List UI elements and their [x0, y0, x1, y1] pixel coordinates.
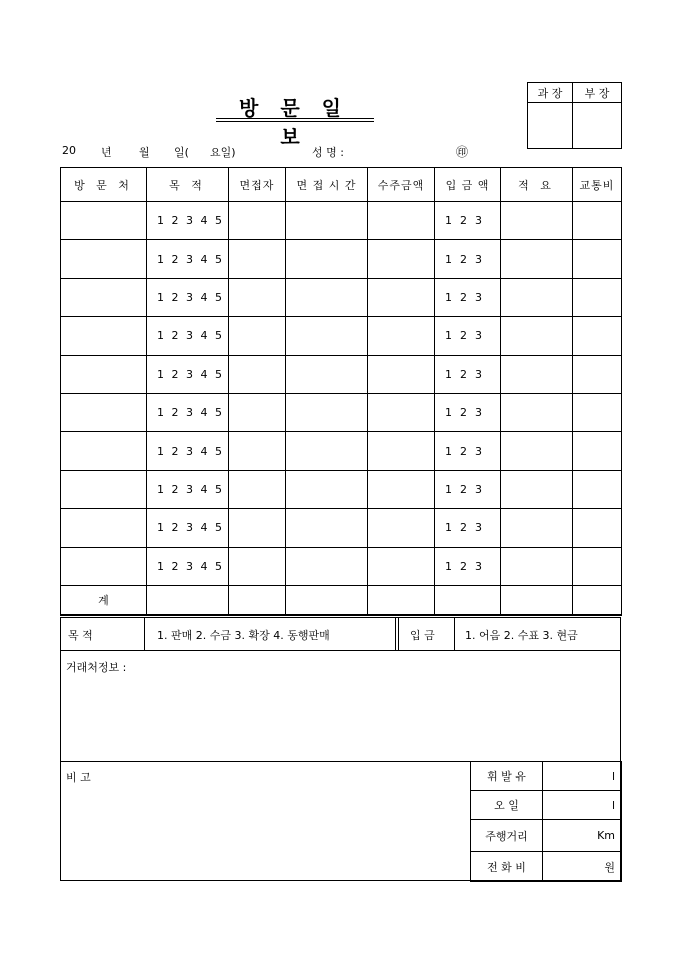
col-header-deposit-amount: 입 금 액 [435, 168, 501, 202]
deposit-cell[interactable] [435, 509, 501, 547]
interviewee-cell[interactable] [229, 317, 286, 355]
deposit-option: 2 [460, 252, 467, 266]
total-cell[interactable] [229, 585, 286, 615]
deposit-option: 1 [445, 406, 452, 420]
col-header-interviewee: 면접자 [229, 168, 286, 202]
page-title: 방문일보 [239, 96, 363, 149]
purpose-cell[interactable]: 1 2 3 4 5 [147, 240, 229, 278]
deposit-options [445, 483, 490, 496]
interview-time-cell[interactable] [286, 509, 368, 547]
seal-mark: ㊞ [456, 145, 469, 159]
date-month: 월 [139, 146, 150, 159]
deposit-options [445, 521, 490, 534]
transport-cell[interactable] [573, 278, 622, 316]
table-row [61, 240, 622, 278]
table-row [61, 202, 622, 240]
approval-director-stamp[interactable] [573, 103, 622, 149]
deposit-option: 1 [445, 444, 452, 458]
visit-place-cell[interactable] [61, 317, 147, 355]
visit-place-cell[interactable] [61, 355, 147, 393]
deposit-options [445, 291, 490, 304]
interviewee-cell[interactable] [229, 355, 286, 393]
table-header-row [61, 168, 622, 202]
col-header-visit-place: 방 문 처 [61, 168, 147, 202]
transport-cell[interactable] [573, 202, 622, 240]
interview-time-cell[interactable] [286, 547, 368, 585]
summary-cell[interactable] [501, 509, 573, 547]
summary-cell[interactable] [501, 547, 573, 585]
transport-cell[interactable] [573, 509, 622, 547]
transport-cell[interactable] [573, 432, 622, 470]
deposit-option: 2 [460, 329, 467, 343]
total-cell[interactable] [435, 585, 501, 615]
legend-deposit-label: 입 금 [410, 629, 435, 642]
deposit-options [445, 406, 490, 419]
interview-time-cell[interactable] [286, 317, 368, 355]
title-underline-2 [216, 121, 374, 122]
expense-table [470, 761, 622, 882]
legend-purpose-label: 목 적 [68, 629, 93, 642]
deposit-option: 1 [445, 482, 452, 496]
deposit-cell[interactable] [435, 278, 501, 316]
table-row [61, 547, 622, 585]
expense-row [471, 791, 622, 820]
expense-label: 휘 발 유 [471, 762, 543, 791]
col-header-transport: 교통비 [573, 168, 622, 202]
transport-cell[interactable] [573, 547, 622, 585]
client-info-box[interactable] [60, 650, 621, 762]
summary-cell[interactable] [501, 355, 573, 393]
legend-double-line [60, 614, 621, 615]
total-cell[interactable] [501, 585, 573, 615]
deposit-option: 3 [475, 406, 482, 420]
interviewee-cell[interactable] [229, 547, 286, 585]
interviewee-cell[interactable] [229, 470, 286, 508]
order-amount-cell[interactable] [368, 317, 435, 355]
deposit-options [445, 560, 490, 573]
client-info-label: 거래처정보 : [66, 661, 127, 674]
deposit-option: 2 [460, 290, 467, 304]
deposit-option: 3 [475, 329, 482, 343]
expense-label: 전 화 비 [471, 852, 543, 882]
purpose-cell[interactable]: 1 2 3 4 5 [147, 432, 229, 470]
purpose-cell[interactable]: 1 2 3 4 5 [147, 470, 229, 508]
summary-cell[interactable] [501, 432, 573, 470]
deposit-options [445, 214, 490, 227]
interview-time-cell[interactable] [286, 240, 368, 278]
total-cell[interactable] [147, 585, 229, 615]
interview-time-cell[interactable] [286, 470, 368, 508]
purpose-cell[interactable]: 1 2 3 4 5 [147, 202, 229, 240]
deposit-option: 1 [445, 521, 452, 535]
deposit-cell[interactable] [435, 432, 501, 470]
deposit-option: 2 [460, 214, 467, 228]
transport-cell[interactable] [573, 240, 622, 278]
purpose-cell[interactable]: 1 2 3 4 5 [147, 355, 229, 393]
deposit-option: 3 [475, 252, 482, 266]
deposit-option: 3 [475, 559, 482, 573]
purpose-cell[interactable]: 1 2 3 4 5 [147, 317, 229, 355]
deposit-cell[interactable] [435, 240, 501, 278]
deposit-options [445, 445, 490, 458]
visit-place-cell[interactable] [61, 202, 147, 240]
interviewee-cell[interactable] [229, 240, 286, 278]
visit-place-cell[interactable] [61, 547, 147, 585]
deposit-option: 1 [445, 559, 452, 573]
summary-cell[interactable] [501, 240, 573, 278]
summary-cell[interactable] [501, 470, 573, 508]
date-year: 년 [101, 146, 112, 159]
expense-unit[interactable]: l [543, 791, 622, 820]
expense-label: 오 일 [471, 791, 543, 820]
order-amount-cell[interactable] [368, 202, 435, 240]
deposit-option: 2 [460, 559, 467, 573]
expense-row [471, 762, 622, 791]
col-header-purpose: 목 적 [147, 168, 229, 202]
interview-time-cell[interactable] [286, 432, 368, 470]
deposit-options [445, 368, 490, 381]
date-day: 일( [174, 146, 189, 159]
summary-cell[interactable] [501, 317, 573, 355]
legend-divider-2 [395, 617, 396, 651]
interviewee-cell[interactable] [229, 509, 286, 547]
deposit-option: 3 [475, 367, 482, 381]
total-cell[interactable] [286, 585, 368, 615]
interview-time-cell[interactable] [286, 202, 368, 240]
deposit-option: 3 [475, 444, 482, 458]
summary-cell[interactable] [501, 278, 573, 316]
order-amount-cell[interactable] [368, 240, 435, 278]
order-amount-cell[interactable] [368, 355, 435, 393]
deposit-option: 1 [445, 290, 452, 304]
deposit-option: 1 [445, 214, 452, 228]
deposit-option: 1 [445, 367, 452, 381]
visit-place-cell[interactable] [61, 393, 147, 431]
deposit-option: 2 [460, 521, 467, 535]
summary-cell[interactable] [501, 202, 573, 240]
visit-place-cell[interactable] [61, 509, 147, 547]
deposit-options [445, 253, 490, 266]
approval-manager-stamp[interactable] [528, 103, 573, 149]
deposit-cell[interactable] [435, 355, 501, 393]
deposit-option: 3 [475, 214, 482, 228]
deposit-option: 3 [475, 290, 482, 304]
legend-divider-4 [454, 617, 455, 651]
table-row [61, 317, 622, 355]
purpose-cell[interactable]: 1 2 3 4 5 [147, 509, 229, 547]
interviewee-cell[interactable] [229, 202, 286, 240]
col-header-interview-time: 면 접 시 간 [286, 168, 368, 202]
interview-time-cell[interactable] [286, 393, 368, 431]
deposit-cell[interactable] [435, 202, 501, 240]
interview-time-cell[interactable] [286, 278, 368, 316]
table-row [61, 432, 622, 470]
legend-divider-1 [144, 617, 145, 651]
visit-place-cell[interactable] [61, 278, 147, 316]
remarks-label: 비 고 [66, 771, 91, 784]
deposit-cell[interactable] [435, 547, 501, 585]
expense-label: 주행거리 [471, 820, 543, 852]
purpose-cell[interactable]: 1 2 3 4 5 [147, 393, 229, 431]
name-label: 성 명 : [312, 146, 344, 159]
expense-unit[interactable]: 원 [543, 852, 622, 882]
deposit-option: 1 [445, 329, 452, 343]
approval-box [527, 82, 622, 149]
interviewee-cell[interactable] [229, 432, 286, 470]
col-header-summary: 적 요 [501, 168, 573, 202]
visit-place-cell[interactable] [61, 432, 147, 470]
deposit-cell[interactable] [435, 317, 501, 355]
legend-purpose-options: 1. 판매 2. 수금 3. 확장 4. 동행판매 [157, 629, 330, 642]
visit-place-cell[interactable] [61, 240, 147, 278]
table-row [61, 393, 622, 431]
order-amount-cell[interactable] [368, 432, 435, 470]
table-row [61, 509, 622, 547]
expense-unit[interactable]: Km [543, 820, 622, 852]
approval-director-label: 부 장 [573, 83, 622, 103]
table-row [61, 355, 622, 393]
title-underline-1 [216, 118, 374, 119]
total-row [61, 585, 622, 615]
visit-table [60, 167, 622, 616]
legend-divider-3 [398, 617, 399, 651]
visit-place-cell[interactable] [61, 470, 147, 508]
deposit-option: 2 [460, 444, 467, 458]
transport-cell[interactable] [573, 355, 622, 393]
total-cell[interactable] [573, 585, 622, 615]
expense-unit[interactable]: l [543, 762, 622, 791]
col-header-order-amount: 수주금액 [368, 168, 435, 202]
deposit-cell[interactable] [435, 393, 501, 431]
deposit-option: 3 [475, 482, 482, 496]
summary-cell[interactable] [501, 393, 573, 431]
deposit-cell[interactable] [435, 470, 501, 508]
interviewee-cell[interactable] [229, 393, 286, 431]
order-amount-cell[interactable] [368, 393, 435, 431]
order-amount-cell[interactable] [368, 547, 435, 585]
date-year-prefix: 20 [62, 144, 76, 157]
deposit-option: 2 [460, 406, 467, 420]
deposit-options [445, 329, 490, 342]
purpose-cell[interactable]: 1 2 3 4 5 [147, 547, 229, 585]
expense-row [471, 852, 622, 882]
total-label: 계 [61, 585, 147, 615]
legend-deposit-options: 1. 어음 2. 수표 3. 현금 [465, 629, 578, 642]
order-amount-cell[interactable] [368, 470, 435, 508]
transport-cell[interactable] [573, 317, 622, 355]
order-amount-cell[interactable] [368, 278, 435, 316]
table-row [61, 278, 622, 316]
transport-cell[interactable] [573, 470, 622, 508]
transport-cell[interactable] [573, 393, 622, 431]
interview-time-cell[interactable] [286, 355, 368, 393]
deposit-option: 2 [460, 367, 467, 381]
order-amount-cell[interactable] [368, 509, 435, 547]
deposit-option: 2 [460, 482, 467, 496]
total-cell[interactable] [368, 585, 435, 615]
date-weekday: 요일) [210, 146, 236, 159]
table-row [61, 470, 622, 508]
purpose-cell[interactable]: 1 2 3 4 5 [147, 278, 229, 316]
interviewee-cell[interactable] [229, 278, 286, 316]
deposit-option: 1 [445, 252, 452, 266]
approval-manager-label: 과 장 [528, 83, 573, 103]
expense-row [471, 820, 622, 852]
deposit-option: 3 [475, 521, 482, 535]
